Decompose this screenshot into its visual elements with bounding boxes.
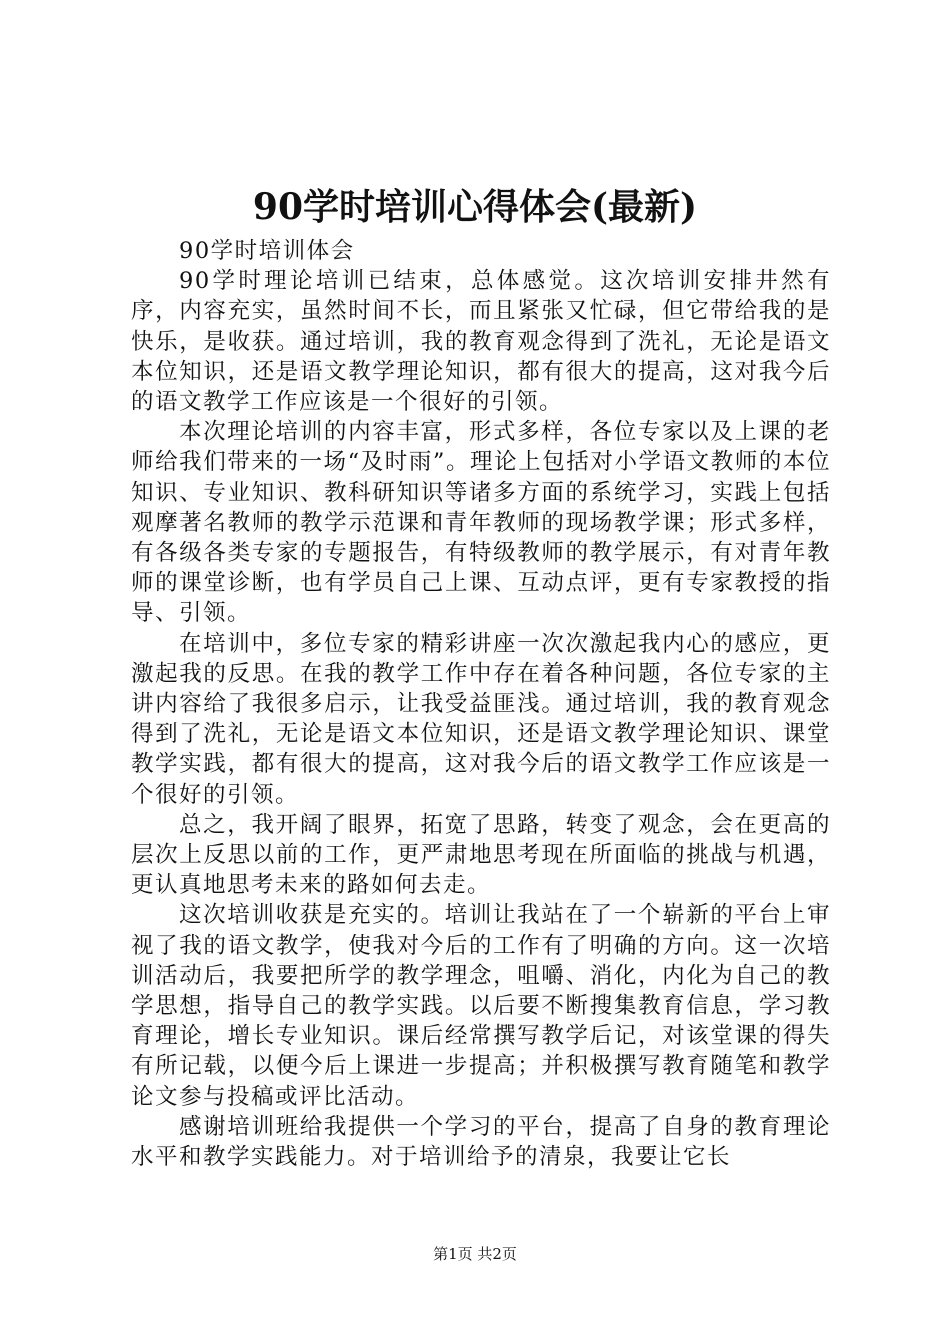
body-paragraph: 这次培训收获是充实的。培训让我站在了一个崭新的平台上审视了我的语文教学，使我对今后的工作有了明确的方向。这一次培训活动后，我要把所学的教学理念，咀嚼、消化，内化为自己的教学思想，指导自己的教学实践。以后要不断搜集教育信息，学习教育理论，增长专业知识。课后经常撰写教学后记，对该堂课的得失有所记载，以便今后上课进一步提高；并积极撰写教育随笔和教学论文参与投稿或评比活动。: [131, 902, 831, 1110]
body-paragraph: 总之，我开阔了眼界，拓宽了思路，转变了观念，会在更高的层次上反思以前的工作，更严肃地思考现在所面临的挑战与机遇，更认真地思考未来的路如何去走。: [131, 811, 831, 899]
subtitle-paragraph: 90学时培训体会: [179, 238, 355, 264]
body-paragraph: 90学时理论培训已结束，总体感觉。这次培训安排井然有序，内容充实，虽然时间不长，而且紧张又忙碌，但它带给我的是快乐，是收获。通过培训，我的教育观念得到了洗礼，无论是语文本位知识，还是语文教学理论知识，都有很大的提高，这对我今后的语文教学工作应该是一个很好的引领。: [131, 268, 831, 416]
page-number-footer: 第1页 共2页: [433, 1245, 517, 1263]
document-body: [131, 236, 831, 1172]
body-paragraph: 在培训中，多位专家的精彩讲座一次次激起我内心的感应，更激起我的反思。在我的教学工作中存在着各种问题，各位专家的主讲内容给了我很多启示，让我受益匪浅。通过培训，我的教育观念得到了洗礼，无论是语文本位知识，还是语文教学理论知识、课堂教学实践，都有很大的提高，这对我今后的语文教学工作应该是一个很好的引领。: [131, 630, 831, 808]
body-paragraph: 感谢培训班给我提供一个学习的平台，提高了自身的教育理论水平和教学实践能力。对于培训给予的清泉，我要让它长: [131, 1113, 831, 1171]
body-paragraph: 本次理论培训的内容丰富，形式多样，各位专家以及上课的老师给我们带来的一场“及时雨”。理论上包括对小学语文教师的本位知识、专业知识、教科研知识等诸多方面的系统学习，实践上包括观摩著名教师的教学示范课和青年教师的现场教学课；形式多样，有各级各类专家的专题报告，有特级教师的教学展示，有对青年教师的课堂诊断，也有学员自己上课、互动点评，更有专家教授的指导、引领。: [131, 419, 831, 627]
document-title: 90学时培训心得体会(最新): [252, 186, 698, 228]
